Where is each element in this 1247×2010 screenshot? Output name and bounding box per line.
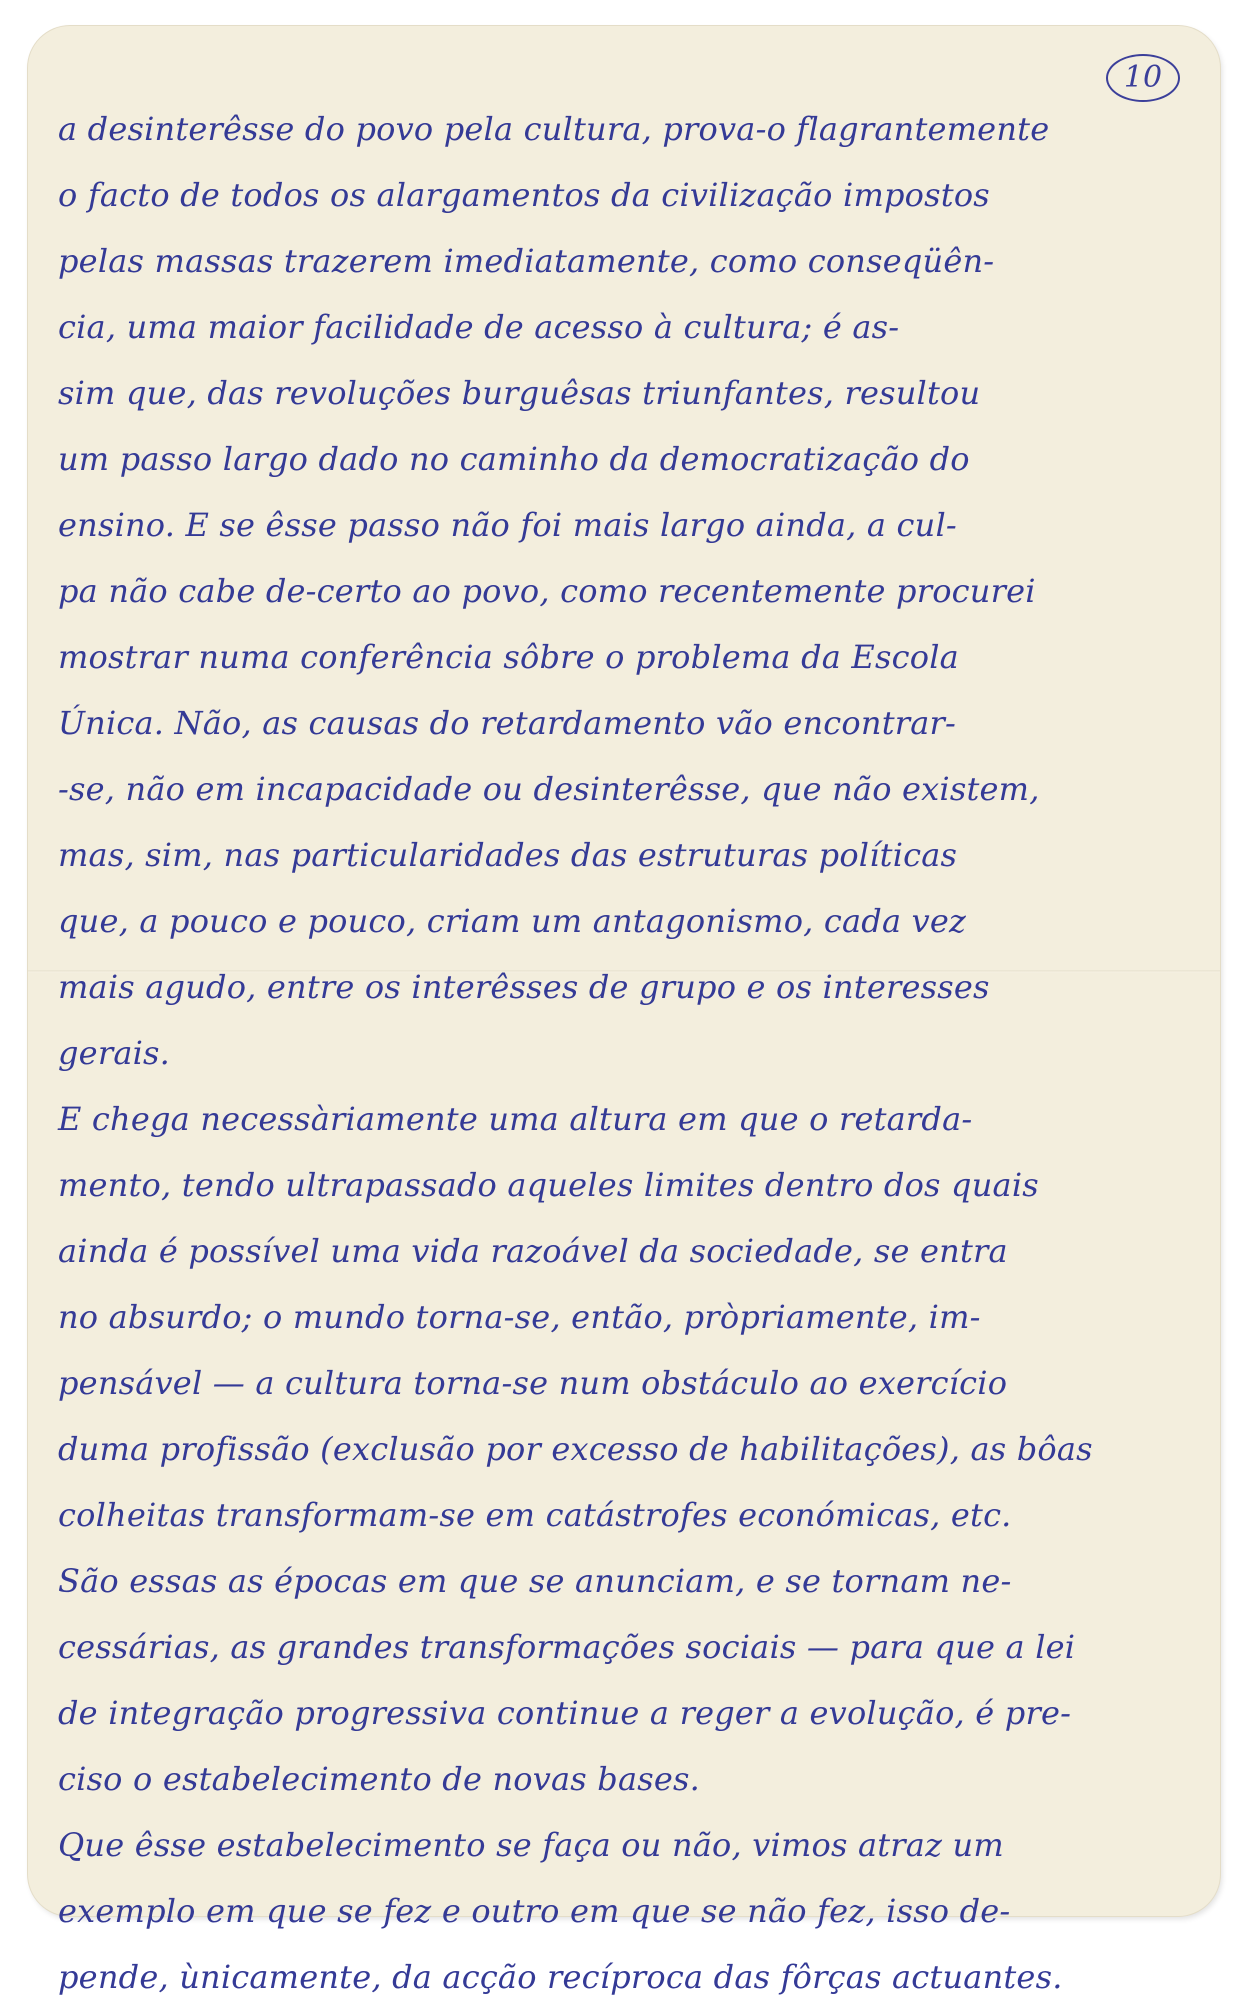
text-line: exemplo em que se fez e outro em que se não fez, isso de- [58,1892,1011,1930]
text-line: ainda é possível uma vida razoável da sociedade, se entra [58,1232,1008,1270]
text-line: cessárias, as grandes transformações sociais — para que a lei [58,1628,1076,1666]
text-line: o facto de todos os alargamentos da civilização impostos [58,176,990,214]
text-line: ensino. E se êsse passo não foi mais largo ainda, a cul- [58,506,957,544]
text-line: pende, ùnicamente, da acção recíproca das fôrças actuantes. [58,1958,1063,1996]
text-line: cia, uma maior facilidade de acesso à cultura; é as- [58,308,900,346]
page-number: 10 [1106,54,1180,102]
text-line: pa não cabe de-certo ao povo, como recentemente procurei [58,572,1036,610]
text-line: mostrar numa conferência sôbre o problema da Escola [58,638,959,676]
text-line: que, a pouco e pouco, criam um antagonismo, cada vez [58,902,967,940]
text-line: mento, tendo ultrapassado aqueles limites dentro dos quais [58,1166,1039,1204]
text-line: mais agudo, entre os interêsses de grupo e os interesses [58,968,990,1006]
text-line: a desinterêsse do povo pela cultura, prova-o flagrantemente [58,110,1050,148]
text-line: -se, não em incapacidade ou desinterêsse, que não existem, [58,770,1040,808]
text-line: no absurdo; o mundo torna-se, então, pròpriamente, im- [58,1298,981,1336]
text-line: colheitas transformam-se em catástrofes económicas, etc. [58,1496,1012,1534]
text-line: pensável — a cultura torna-se num obstáculo ao exercício [58,1364,1008,1402]
manuscript-page [28,26,1220,1996]
text-line: mas, sim, nas particularidades das estruturas políticas [58,836,958,874]
text-line: Única. Não, as causas do retardamento vão encontrar- [58,704,957,742]
text-line: um passo largo dado no caminho da democratização do [58,440,970,478]
text-line: de integração progressiva continue a reger a evolução, é pre- [58,1694,1072,1732]
text-line: sim que, das revoluções burguêsas triunfantes, resultou [58,374,981,412]
text-line: duma profissão (exclusão por excesso de habilitações), as bôas [58,1430,1093,1468]
text-line: ciso o estabelecimento de novas bases. [58,1760,701,1798]
text-line: E chega necessàriamente uma altura em que o retarda- [58,1100,973,1138]
text-line: Que êsse estabelecimento se faça ou não, vimos atraz um [58,1826,1004,1864]
text-line: gerais. [58,1034,171,1072]
handwritten-text [58,96,1198,2010]
text-line: São essas as épocas em que se anunciam, e se tornam ne- [58,1562,1012,1600]
text-line: pelas massas trazerem imediatamente, como conseqüên- [58,242,995,280]
